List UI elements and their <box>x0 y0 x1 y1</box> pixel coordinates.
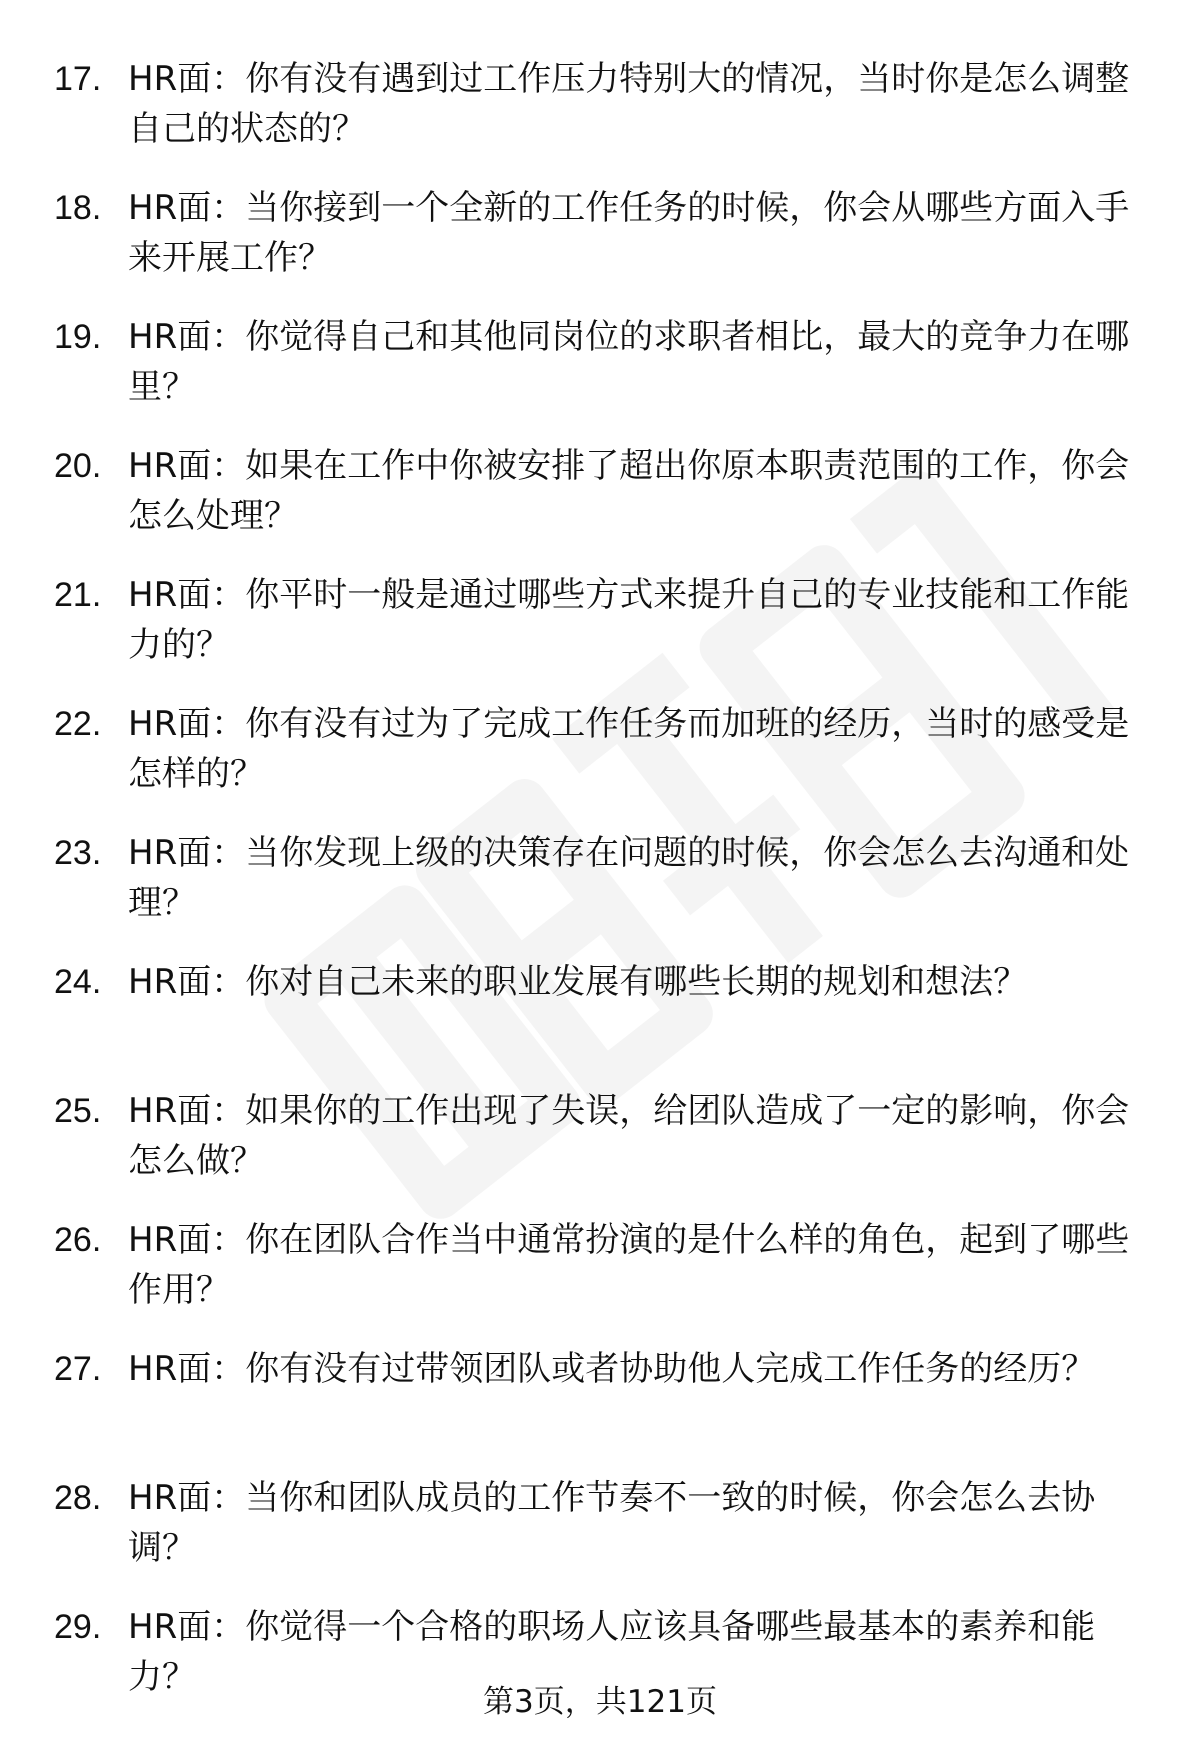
list-item <box>0 699 1200 828</box>
list-item <box>0 54 1200 183</box>
question-number: 18. <box>54 189 102 227</box>
question-text: HR面：如果在工作中你被安排了超出你原本职责范围的工作，你会怎么处理？ <box>128 446 1130 536</box>
question-text: HR面：当你发现上级的决策存在问题的时候，你会怎么去沟通和处理？ <box>128 833 1130 923</box>
question-number: 19. <box>54 318 102 356</box>
page-footer: 第3页，共121页 <box>483 1684 717 1720</box>
question-number: 23. <box>54 834 102 872</box>
question-text: HR面：你觉得自己和其他同岗位的求职者相比，最大的竞争力在哪里？ <box>128 317 1130 407</box>
question-text: HR面：当你接到一个全新的工作任务的时候，你会从哪些方面入手来开展工作？ <box>128 188 1130 278</box>
question-number: 24. <box>54 963 102 1001</box>
list-item <box>0 441 1200 570</box>
question-text: HR面：当你和团队成员的工作节奏不一致的时候，你会怎么去协调？ <box>128 1478 1096 1568</box>
list-item <box>0 183 1200 312</box>
list-item <box>0 570 1200 699</box>
question-text: HR面：你有没有过为了完成工作任务而加班的经历，当时的感受是怎样的？ <box>128 704 1130 794</box>
list-item <box>0 828 1200 957</box>
question-number: 17. <box>54 60 102 98</box>
question-text: HR面：你有没有过带领团队或者协助他人完成工作任务的经历？ <box>128 1349 1096 1389</box>
question-number: 22. <box>54 705 102 743</box>
question-text: HR面：你平时一般是通过哪些方式来提升自己的专业技能和工作能力的？ <box>128 575 1130 665</box>
question-text: HR面：你在团队合作当中通常扮演的是什么样的角色，起到了哪些作用？ <box>128 1220 1130 1310</box>
question-number: 28. <box>54 1479 102 1517</box>
question-number: 25. <box>54 1092 102 1130</box>
list-item <box>0 1473 1200 1602</box>
question-number: 21. <box>54 576 102 614</box>
list-item <box>0 1344 1200 1473</box>
question-number: 29. <box>54 1608 102 1646</box>
question-text: HR面：如果你的工作出现了失误，给团队造成了一定的影响，你会怎么做？ <box>128 1091 1130 1181</box>
list-item <box>0 1215 1200 1344</box>
list-item <box>0 1086 1200 1215</box>
question-text: HR面：你有没有遇到过工作压力特别大的情况，当时你是怎么调整自己的状态的？ <box>128 59 1130 149</box>
question-number: 26. <box>54 1221 102 1259</box>
list-item <box>0 957 1200 1086</box>
question-text: HR面：你觉得一个合格的职场人应该具备哪些最基本的素养和能力？ <box>128 1607 1096 1697</box>
list-item <box>0 312 1200 441</box>
question-text: HR面：你对自己未来的职业发展有哪些长期的规划和想法？ <box>128 962 1028 1002</box>
question-number: 20. <box>54 447 102 485</box>
question-list <box>0 54 1200 1731</box>
question-number: 27. <box>54 1350 102 1388</box>
